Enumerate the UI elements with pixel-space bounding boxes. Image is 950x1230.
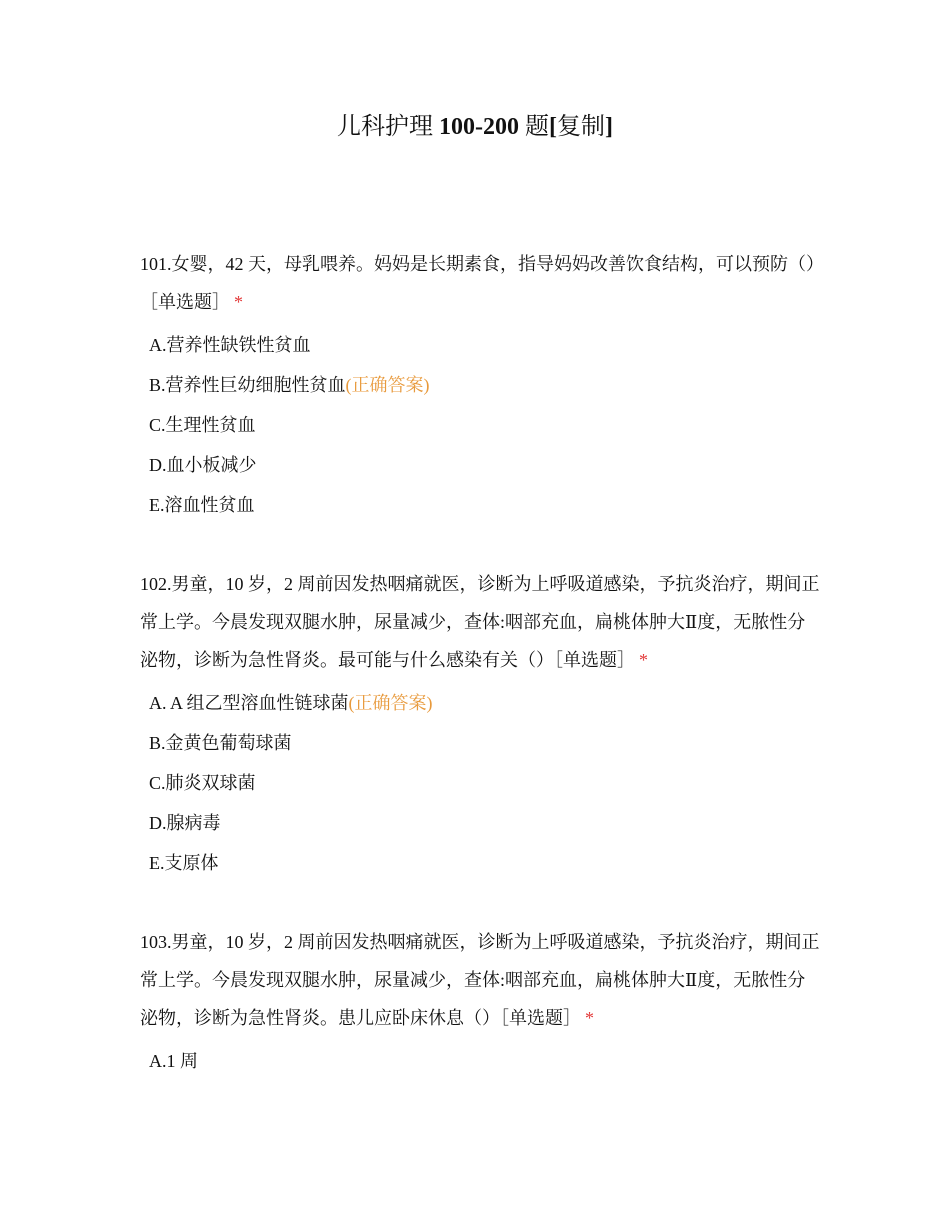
required-mark: * (585, 1008, 594, 1028)
question-stem: 102.男童，10 岁，2 周前因发热咽痛就医，诊断为上呼吸道感染，予抗炎治疗，期间正常上学。今晨发现双腿水肿，尿量减少，查体:咽部充血，扁桃体肿大Ⅱ度，无脓性分泌物，诊断为急性肾炎。最可能与什么感染有关（）［单选题］ * (140, 574, 820, 670)
required-mark: * (234, 292, 243, 312)
option-b[interactable]: B.营养性巨幼细胞性贫血(正确答案) (149, 375, 430, 395)
option-list (140, 1041, 820, 1081)
option-c[interactable]: C.肺炎双球菌 (149, 773, 256, 793)
question-101 (140, 245, 820, 525)
option-e[interactable]: E.支原体 (149, 853, 219, 873)
title-range: 100-200 (439, 114, 519, 140)
page-title (0, 110, 950, 144)
option-a[interactable]: A. A 组乙型溶血性链球菌(正确答案) (149, 693, 433, 713)
title-bracket-close: ] (605, 114, 613, 140)
option-b[interactable]: B.金黄色葡萄球菌 (149, 733, 292, 753)
question-stem: 101.女婴，42 天，母乳喂养。妈妈是长期素食，指导妈妈改善饮食结构，可以预防（）［单选题］ * (140, 254, 815, 312)
option-a[interactable]: A.营养性缺铁性贫血 (149, 335, 311, 355)
option-c[interactable]: C.生理性贫血 (149, 415, 256, 435)
correct-answer-label: (正确答案) (348, 693, 433, 713)
required-mark: * (639, 650, 648, 670)
option-list (140, 325, 820, 525)
question-stem: 103.男童，10 岁，2 周前因发热咽痛就医，诊断为上呼吸道感染，予抗炎治疗，期间正常上学。今晨发现双腿水肿，尿量减少，查体:咽部充血，扁桃体肿大Ⅱ度，无脓性分泌物，诊断为急性肾炎。患儿应卧床休息（）［单选题］ * (140, 932, 820, 1028)
option-list (140, 683, 820, 883)
title-prefix: 儿科护理 (337, 114, 439, 140)
option-e[interactable]: E.溶血性贫血 (149, 495, 255, 515)
title-copy-tag: 复制 (557, 114, 605, 140)
title-suffix: 题 (519, 114, 549, 140)
option-d[interactable]: D.腺病毒 (149, 813, 221, 833)
title-bracket-open: [ (549, 114, 557, 140)
option-d[interactable]: D.血小板减少 (149, 455, 257, 475)
question-102 (140, 565, 820, 883)
question-103 (140, 923, 820, 1081)
option-a[interactable]: A.1 周 (149, 1051, 198, 1071)
correct-answer-label: (正确答案) (345, 375, 430, 395)
